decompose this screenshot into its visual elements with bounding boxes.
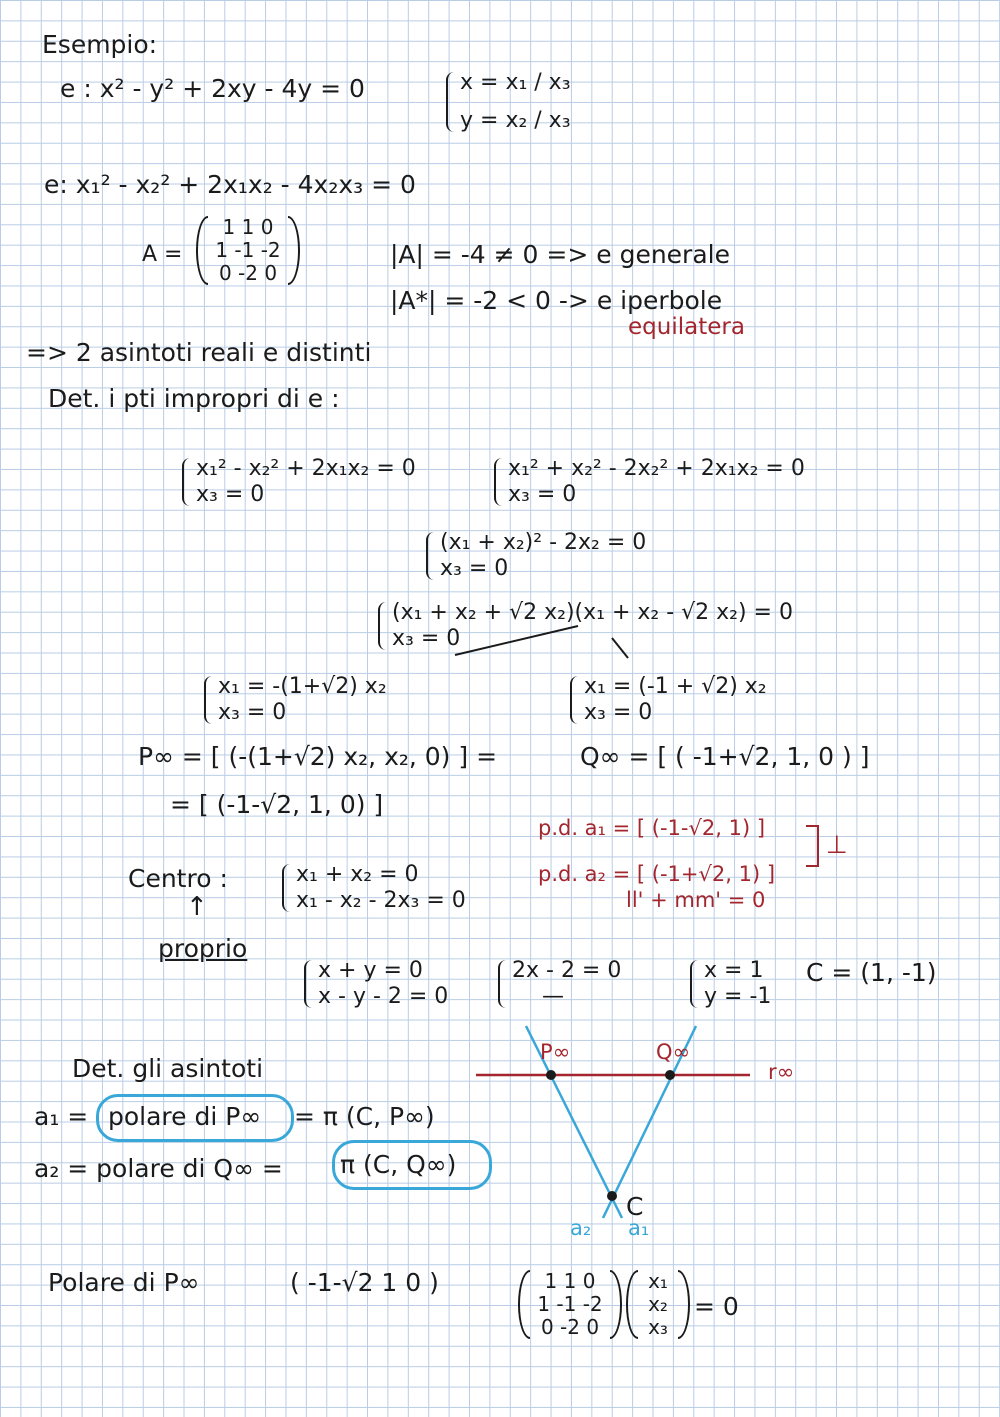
figure-c-label: C	[626, 1192, 644, 1221]
split-line-right	[612, 638, 628, 658]
det-a-line: |A| = -4 ≠ 0 => e generale	[390, 240, 730, 269]
asymptotes-heading: Det. gli asintoti	[72, 1054, 264, 1083]
homogeneous-equation: e: x₁² - x₂² + 2x₁x₂ - 4x₂x₃ = 0	[44, 170, 416, 199]
matrix-a-row: 1 -1 -2	[215, 238, 281, 262]
column-vector-entry: x₁	[648, 1269, 668, 1293]
center-system-eq: x₁ - x₂ - 2x₃ = 0	[296, 887, 466, 913]
up-arrow-icon: ↑	[186, 892, 208, 922]
red-bracket	[806, 826, 818, 866]
p-infinity-point: P∞ = [ (-(1+√2) x₂, x₂, 0) ] =	[138, 742, 498, 771]
param-x: x = x₁ / x₃	[460, 70, 571, 95]
column-vector-entry: x₂	[648, 1292, 668, 1316]
param-y: y = x₂ / x₃	[460, 107, 571, 133]
q-infinity-dot	[665, 1070, 675, 1080]
matrix-a-row: 1 1 0	[222, 215, 274, 239]
matrix-a-row: 1 -1 -2	[537, 1292, 603, 1316]
system-2-eq: x₁² + x₂² - 2x₂² + 2x₁x₂ = 0	[508, 456, 805, 481]
figure-a2-label: a₂	[570, 1216, 592, 1240]
system-6-eq: x₃ = 0	[584, 699, 653, 725]
matrix-a-row: 1 1 0	[544, 1269, 596, 1293]
direction-a1: p.d. a₁ = [ (-1-√2, 1) ]	[538, 816, 766, 840]
system-8-eq: —	[542, 983, 564, 1009]
system-4-eq: (x₁ + x₂ + √2 x₂)(x₁ + x₂ - √2 x₂) = 0	[392, 600, 793, 625]
center-point: C = (1, -1)	[806, 958, 937, 987]
matrix-a-row: 0 -2 0	[218, 261, 278, 285]
center-dot	[607, 1191, 617, 1201]
system-5-eq: x₁ = -(1+√2) x₂	[218, 674, 387, 699]
a1-pi-expression: = π (C, P∞)	[294, 1102, 435, 1131]
a2-pi-expression: π (C, Q∞)	[340, 1150, 457, 1179]
matrix-a-repeat	[520, 1270, 620, 1339]
matrix-a-label: A =	[142, 242, 183, 267]
center-label: Centro :	[128, 864, 228, 893]
figure-r-infinity-label: r∞	[768, 1060, 795, 1084]
row-vector: ( -1-√2 1 0 )	[290, 1268, 439, 1297]
proprio-label: proprio	[158, 934, 248, 963]
p-infinity-dot	[546, 1070, 556, 1080]
split-line-left	[455, 626, 578, 655]
conic-equation: e : x² - y² + 2xy - 4y = 0	[60, 74, 365, 103]
system-1-eq: x₁² - x₂² + 2x₁x₂ = 0	[196, 456, 416, 481]
figure-q-infinity-label: Q∞	[656, 1040, 691, 1064]
figure-p-infinity-label: P∞	[540, 1040, 571, 1064]
matrix-a-row: 0 -2 0	[540, 1315, 600, 1339]
system-2-eq: x₃ = 0	[508, 481, 577, 507]
polare-heading: Polare di P∞	[48, 1268, 200, 1297]
column-vector-entry: x₃	[648, 1315, 668, 1339]
column-vector	[628, 1270, 688, 1339]
a1-polare: polare di P∞	[108, 1102, 262, 1131]
system-1-eq: x₃ = 0	[196, 481, 265, 507]
a1-prefix: a₁ =	[34, 1102, 89, 1131]
figure-a1-label: a₁	[628, 1216, 650, 1240]
example-heading: Esempio:	[42, 30, 158, 59]
perpendicular-symbol: ⊥	[826, 830, 848, 859]
center-system-eq: x₁ + x₂ = 0	[296, 862, 419, 887]
a2-line: a₂ = polare di Q∞ =	[34, 1154, 283, 1183]
system-8-eq: 2x - 2 = 0	[512, 958, 622, 983]
system-9-eq: x = 1	[704, 958, 764, 983]
system-3-eq: (x₁ + x₂)² - 2x₂ = 0	[440, 530, 647, 555]
system-6-eq: x₁ = (-1 + √2) x₂	[584, 674, 767, 699]
direction-a2: p.d. a₂ = [ (-1+√2, 1) ]	[538, 862, 776, 886]
equilatera-note: equilatera	[628, 314, 745, 340]
system-7-eq: x + y = 0	[318, 958, 423, 983]
system-7-eq: x - y - 2 = 0	[318, 983, 449, 1009]
improper-points-heading: Det. i pti impropri di e :	[48, 384, 340, 413]
q-infinity-point: Q∞ = [ ( -1+√2, 1, 0 ) ]	[580, 742, 870, 771]
asymptotes-real-line: => 2 asintoti reali e distinti	[26, 338, 372, 367]
p-infinity-point-simplified: = [ (-1-√2, 1, 0) ]	[170, 790, 384, 819]
det-a-star-line: |A*| = -2 < 0 -> e iperbole	[390, 286, 723, 315]
system-9-eq: y = -1	[704, 983, 772, 1009]
perpendicular-condition: ll' + mm' = 0	[626, 888, 766, 912]
system-5-eq: x₃ = 0	[218, 699, 287, 725]
system-3-eq: x₃ = 0	[440, 555, 509, 581]
system-4-eq: x₃ = 0	[392, 625, 461, 651]
equals-zero: = 0	[694, 1292, 739, 1321]
